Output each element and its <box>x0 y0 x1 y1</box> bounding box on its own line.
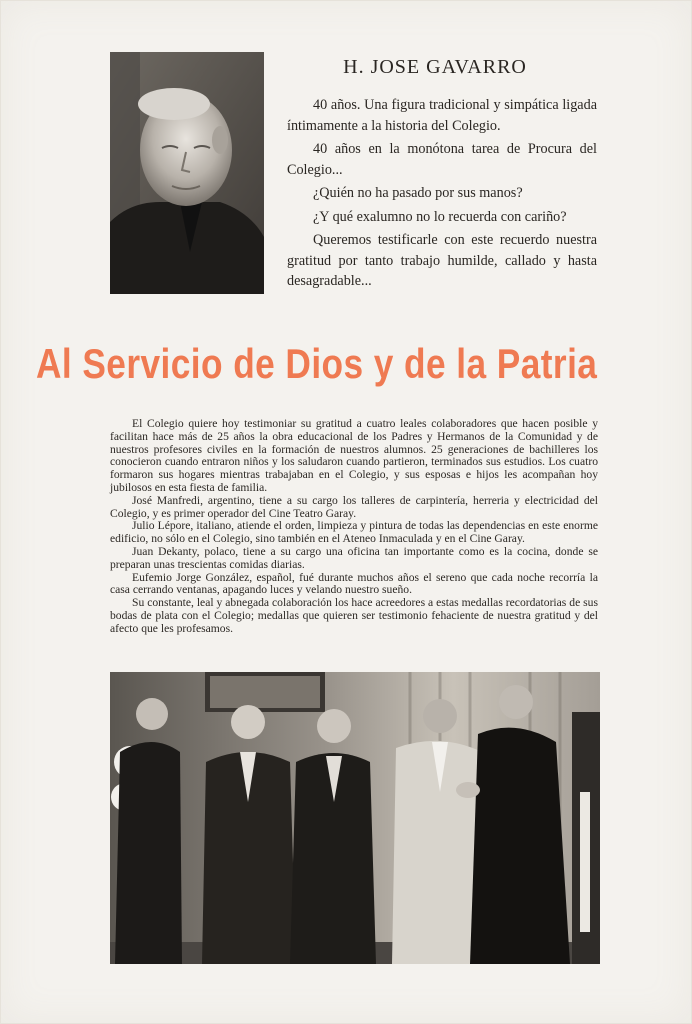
article-paragraph: Julio Lépore, italiano, atiende el orden, limpieza y pintura de todas las dependencias en este enorme edificio, no sólo en el Colegio, sino también en el Ateneo Inmaculada y en el Cine Garay. <box>110 519 598 546</box>
article-paragraph: El Colegio quiere hoy testimoniar su gratitud a cuatro leales colaboradores que hacen posible y facilitan hace más de 25 años la obra educacional de los Padres y Hermanos de la Comunidad y de nuestros profesores civiles en la formación de nuestros alumnos. 25 generaciones de bachilleres los conocieron cuando entraron niños y los saludaron cuando partieron, terminados sus estudios. Los cuatro formaron sus hogares mientras trabajaban en el Colegio, y sus esposas e hijos les acompañan hoy jubilosos en esta fiesta de familia. <box>110 417 598 494</box>
article-paragraph: José Manfredi, argentino, tiene a su cargo los talleres de carpintería, herreria y electricidad del Colegio, y es primer operador del Cine Teatro Garay. <box>110 493 598 520</box>
profile-paragraph: ¿Quién no ha pasado por sus manos? <box>313 185 523 201</box>
article-paragraph: Su constante, leal y abnegada colaboración los hace acreedores a estas medallas recordatorias de sus bodas de plata con el Colegio; medallas que quieren ser testimonio fehaciente de nuestra gratitud y del afecto que les profesamos. <box>110 596 598 635</box>
profile-paragraph: Queremos testificarle con este recuerdo nuestra gratitud por tanto trabajo humilde, callado y hasta desagradable... <box>287 232 597 289</box>
article-body <box>110 418 598 636</box>
article-paragraph: Eufemio Jorge González, español, fué durante muchos años el sereno que cada noche recorría la casa cerrando ventanas, apagando luces y velando nuestro sueño. <box>110 570 598 597</box>
profile-name: H. JOSE GAVARRO <box>343 56 527 78</box>
profile-paragraph: 40 años. Una figura tradicional y simpática ligada íntimamente a la historia del Colegio. <box>287 97 597 134</box>
portrait-photo <box>110 52 264 294</box>
article-headline: Al Servicio de Dios y de la Patria <box>36 340 598 387</box>
profile-paragraph: 40 años en la monótona tarea de Procura del Colegio... <box>287 141 597 178</box>
ceremony-photo <box>110 672 600 964</box>
article-paragraph: Juan Dekanty, polaco, tiene a su cargo una oficina tan importante como es la cocina, donde se preparan unas trescientas comidas diarias. <box>110 544 598 571</box>
profile-text <box>287 95 597 295</box>
profile-paragraph: ¿Y qué exalumno no lo recuerda con cariño? <box>313 208 567 225</box>
